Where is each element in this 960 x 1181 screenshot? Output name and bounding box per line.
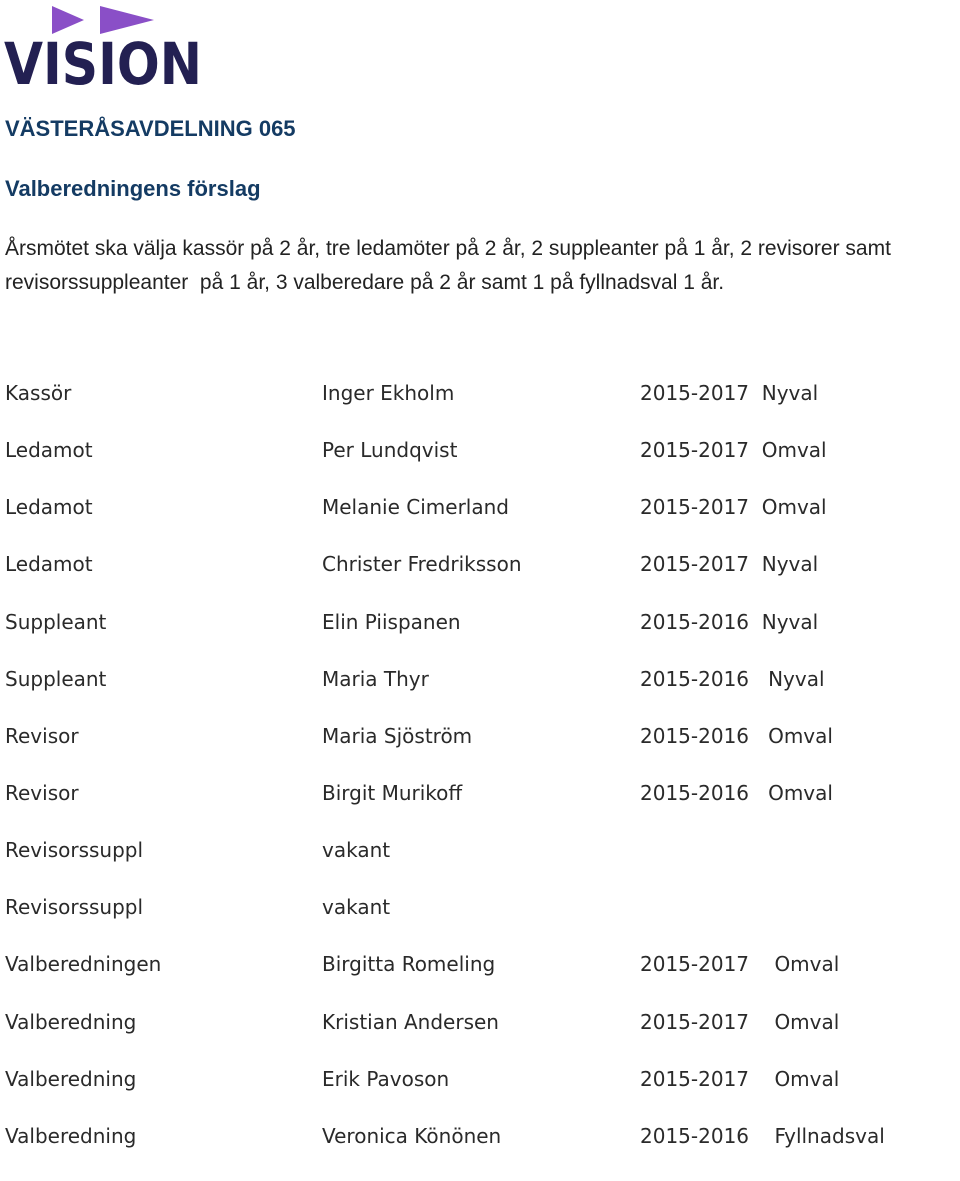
nomination-role: Valberedning	[5, 1009, 137, 1034]
nomination-row	[5, 381, 955, 438]
nomination-role: Revisor	[5, 780, 79, 805]
nomination-row	[5, 667, 955, 724]
nomination-name: Maria Thyr	[322, 666, 429, 691]
nomination-name: Birgit Murikoff	[322, 780, 463, 805]
nomination-row	[5, 438, 955, 495]
nomination-role: Kassör	[5, 381, 72, 405]
nomination-term: 2015-2017 Omval	[640, 952, 840, 977]
nomination-role: Ledamot	[5, 438, 93, 463]
nomination-row	[5, 895, 955, 952]
nomination-row	[5, 1124, 955, 1181]
nomination-role: Revisorssuppl	[5, 895, 144, 920]
nomination-role: Revisor	[5, 723, 79, 748]
document-title: Valberedningens förslag	[5, 176, 261, 201]
nomination-role: Valberedning	[5, 1066, 137, 1091]
nomination-role: Valberedning	[5, 1123, 137, 1148]
nomination-name: Kristian Andersen	[322, 1009, 499, 1034]
nomination-term: 2015-2017 Nyval	[640, 381, 819, 405]
nomination-term: 2015-2016 Nyval	[640, 609, 819, 634]
vision-logo	[4, 4, 204, 98]
nomination-name: Elin Piispanen	[322, 609, 461, 634]
nomination-row	[5, 552, 955, 609]
nomination-role: Suppleant	[5, 609, 107, 634]
intro-line-1: Årsmötet ska välja kassör på 2 år, tre ledamöter på 2 år, 2 suppleanter på 1 år, 2 revisorer samt	[5, 237, 891, 260]
nomination-role: Suppleant	[5, 666, 107, 691]
nomination-name: Veronica Könönen	[322, 1123, 502, 1148]
nominations-list	[5, 381, 955, 1181]
nomination-term: 2015-2017 Omval	[640, 495, 827, 520]
nomination-term: 2015-2017 Nyval	[640, 552, 819, 577]
logo-wordmark: VISION	[4, 30, 202, 98]
nomination-row	[5, 838, 955, 895]
nomination-term: 2015-2016 Fyllnadsval	[640, 1123, 885, 1148]
intro-line-2: revisorssuppleanter på 1 år, 3 valberedare på 2 år samt 1 på fyllnadsval 1 år.	[5, 271, 725, 294]
nomination-name: Per Lundqvist	[322, 438, 458, 463]
nomination-term: 2015-2017 Omval	[640, 1009, 840, 1034]
nomination-row	[5, 724, 955, 781]
nomination-row	[5, 495, 955, 552]
nomination-role: Revisorssuppl	[5, 838, 144, 863]
organization-heading: VÄSTERÅSAVDELNING 065	[5, 116, 296, 141]
nomination-name: Melanie Cimerland	[322, 495, 509, 520]
nomination-term: 2015-2017 Omval	[640, 438, 827, 463]
nomination-row	[5, 1010, 955, 1067]
nomination-name: Inger Ekholm	[322, 381, 455, 405]
nomination-role: Valberedningen	[5, 952, 162, 977]
nomination-name: Christer Fredriksson	[322, 552, 522, 577]
nomination-role: Ledamot	[5, 495, 93, 520]
nomination-term: 2015-2016 Nyval	[640, 666, 825, 691]
nomination-term: 2015-2017 Omval	[640, 1066, 840, 1091]
nomination-row	[5, 610, 955, 667]
nomination-role: Ledamot	[5, 552, 93, 577]
nomination-name: vakant	[322, 895, 391, 920]
vision-logo-graphic	[4, 4, 204, 98]
nomination-row	[5, 781, 955, 838]
nomination-name: vakant	[322, 838, 391, 863]
nomination-name: Maria Sjöström	[322, 723, 473, 748]
nomination-name: Erik Pavoson	[322, 1066, 450, 1091]
nomination-term: 2015-2016 Omval	[640, 780, 833, 805]
intro-paragraph	[5, 232, 955, 300]
nomination-term: 2015-2016 Omval	[640, 723, 833, 748]
nomination-row	[5, 1067, 955, 1124]
nomination-name: Birgitta Romeling	[322, 952, 496, 977]
nomination-row	[5, 952, 955, 1009]
